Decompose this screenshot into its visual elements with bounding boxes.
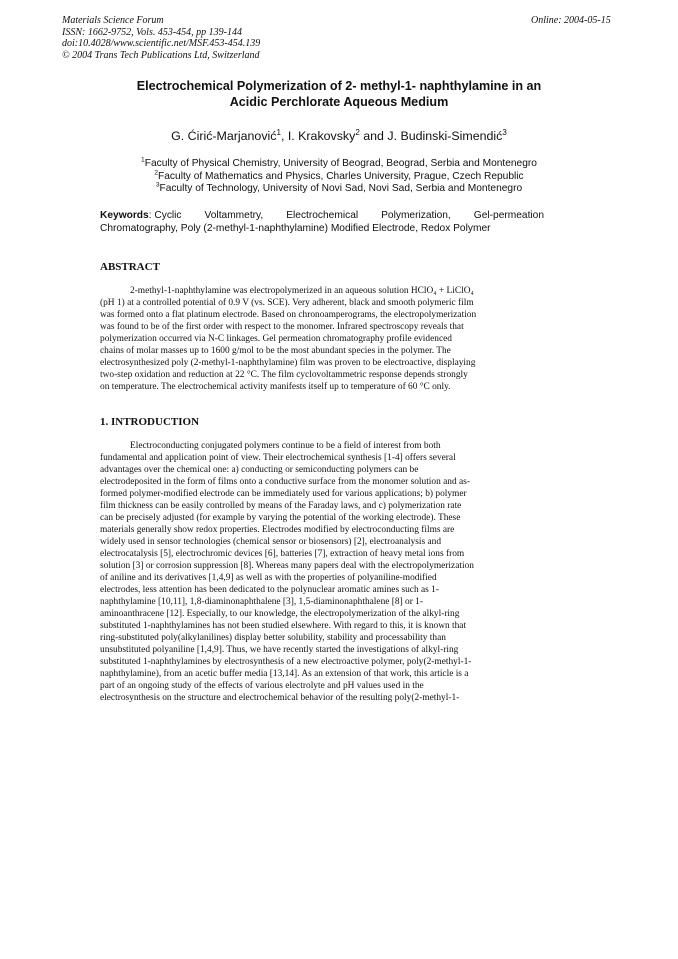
- text-line: polymerization occurred via N-C linkages. Gel permeation chromatography profile evidenced: [100, 334, 452, 344]
- keyword-word: Gel-permeation: [473, 210, 544, 221]
- author-name: G. Ćirić-Marjanović: [171, 129, 277, 143]
- text-line: ring-substituted poly(alkylanilines) display better solubility, stability and processability than: [100, 633, 446, 643]
- text-line: 2-methyl-1-naphthylamine was electropolymerized in an aqueous solution HClO₄ + LiClO₄: [130, 286, 474, 296]
- text-line: of aniline and its derivatives [1,4,9] as well as with the properties of polyaniline-modified: [100, 573, 437, 583]
- keywords-first: [100, 210, 182, 223]
- affiliation: [70, 171, 608, 184]
- author-affil-mark: 2: [355, 127, 360, 137]
- doi-line: doi:10.4028/www.scientific.net/MSF.453-454.139: [62, 38, 261, 50]
- affiliation: [70, 183, 608, 196]
- author-affil-mark: 3: [502, 127, 507, 137]
- text-line: (pH 1) at a controlled potential of 0.9 V (vs. SCE). Very adherent, black and smooth polymeric film: [100, 298, 474, 308]
- keyword-word: : Cyclic: [148, 210, 182, 221]
- keywords-block: [100, 210, 544, 235]
- author-name: , I. Krakovsky: [280, 129, 356, 143]
- journal-name: Materials Science Forum: [62, 15, 164, 26]
- text-line: widely used in sensor technologies (chemical sensor or biosensors) [2], electroanalysis and: [100, 537, 442, 547]
- text-line: unsubstituted polyaniline [1,4,9]. Thus, we have recently started the investigations of alkyl-ring: [100, 645, 459, 655]
- keywords-line: [100, 210, 544, 223]
- text-line: advantages over the chemical one: a) conducting or semiconducting polymers can be: [100, 465, 419, 475]
- text-line: film thickness can be easily controlled by means of the Faraday laws, and c) polymerization rate: [100, 501, 462, 511]
- affiliation-mark: 2: [154, 169, 159, 177]
- text-line: electrodeposited in the form of films onto a conductive surface from the monomer solution and as-: [100, 477, 470, 487]
- text-line: can be precisely adjusted (for example by varying the potential of the working electrode). These: [100, 513, 461, 523]
- affiliation-text: Faculty of Physical Chemistry, University of Beograd, Beograd, Serbia and Montenegro: [144, 158, 537, 169]
- affiliation-text: Faculty of Technology, University of Novi Sad, Novi Sad, Serbia and Montenegro: [159, 183, 523, 195]
- keywords-line: Chromatography, Poly (2-methyl-1-naphthylamine) Modified Electrode, Redox Polymer: [100, 222, 491, 234]
- affiliation-text: Faculty of Mathematics and Physics, Charles University, Prague, Czech Republic: [158, 170, 524, 182]
- text-line: electrosynthesized poly (2-methyl-1-naphthylamine) film was proven to be electroactive, displaying: [100, 358, 476, 368]
- author-affil-mark: 1: [276, 127, 281, 137]
- author-list: [80, 129, 598, 144]
- journal-header: [62, 15, 260, 61]
- keyword-word: Voltammetry,: [204, 210, 264, 221]
- affiliation-mark: 1: [141, 156, 145, 164]
- paper-title: [90, 79, 588, 110]
- affiliation: [70, 158, 608, 171]
- affiliation-mark: 3: [155, 181, 160, 189]
- text-line: aminoanthracene [12]. Especially, to our knowledge, the electropolymerization of the alkyl-ring: [100, 609, 460, 619]
- abstract-body: [100, 285, 544, 393]
- text-line: materials generally show redox properties. Electrodes modified by electroconducting films are: [100, 525, 455, 535]
- issn-line: ISSN: 1662-9752, Vols. 453-454, pp 139-144: [62, 26, 242, 38]
- text-line: naphthylamine [10,11], 1,8-diaminonaphthalene [3], 1,5-diaminonaphthalene [8] or 1-: [100, 597, 423, 607]
- copyright-line: © 2004 Trans Tech Publications Ltd, Switzerland: [62, 49, 260, 61]
- text-line: electrodes, less attention has been dedicated to the polynuclear aromatic amines such as 1-: [100, 585, 439, 595]
- title-line: Acidic Perchlorate Aqueous Medium: [229, 94, 449, 109]
- text-line: chains of molar masses up to 1600 g/mol to be the most abundant species in the polymer. The: [100, 346, 451, 356]
- text-line: part of an ongoing study of the effects of various electrolyte and pH values used in the: [100, 681, 424, 691]
- keyword-word: Polymerization,: [381, 210, 451, 221]
- text-line: substituted 1-naphthylamines by electrosynthesis of a new electroactive polymer, poly(2-methyl-1-: [100, 657, 472, 667]
- author-name: and J. Budinski-Simendić: [359, 129, 503, 143]
- title-line: Electrochemical Polymerization of 2- methyl-1- naphthylamine in an: [136, 79, 542, 93]
- introduction-body: [100, 440, 544, 704]
- text-line: was found to be of the first order with respect to the monomer. Infrared spectroscopy reveals that: [100, 322, 464, 332]
- text-line: two-step oxidation and reduction at 22 °C. The film cyclovoltammetric response depends strongly: [100, 370, 468, 380]
- abstract-heading: ABSTRACT: [100, 261, 160, 273]
- introduction-heading: 1. INTRODUCTION: [100, 416, 200, 428]
- keywords-label: Keywords: [100, 210, 149, 221]
- text-line: naphthylamine), from an acetic buffer media [13,14]. As an extension of that work, this article is a: [100, 669, 469, 679]
- text-line: was formed onto a flat platinum electrode. Based on chronoamperograms, the electropolymerization: [100, 310, 477, 320]
- text-line: on temperature. The electrochemical activity manifests itself up to temperature of 60 °C only.: [100, 382, 451, 392]
- text-line: electrocatalysis [5], electrochromic devices [6], batteries [7], extraction of heavy metal ions from: [100, 549, 465, 559]
- keyword-word: Electrochemical: [286, 210, 359, 221]
- online-date: Online: 2004-05-15: [531, 15, 611, 26]
- text-line: fundamental and application point of view. Their electrochemical synthesis [1-4] offers several: [100, 453, 456, 463]
- text-line: Electroconducting conjugated polymers continue to be a field of interest from both: [130, 441, 441, 451]
- text-line: electrosynthesis on the structure and electrochemical behavior of the resulting poly(2-methyl-1-: [100, 693, 460, 703]
- text-line: solution [3] or corrosion suppression [8]. Whereas many papers deal with the electropolymerization: [100, 561, 474, 571]
- affiliation-list: [70, 158, 608, 196]
- text-line: formed polymer-modified electrode can be immediately used for various applications; b) polymer: [100, 489, 467, 499]
- text-line: substituted 1-naphthylamines has not been studied elsewhere. With regard to this, it is known that: [100, 621, 467, 631]
